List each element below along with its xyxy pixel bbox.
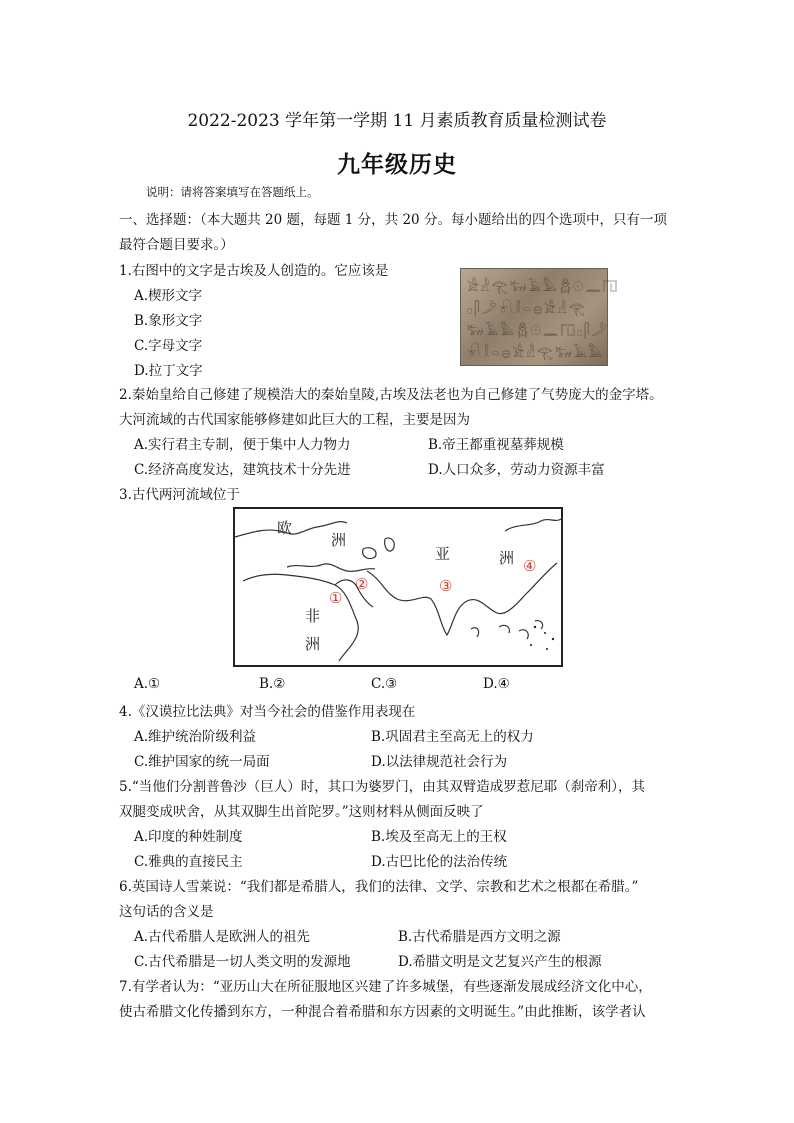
hieroglyph-row: 𓀀𓁐𓂀𓃒𓄿𓅓𓆣𓇳𓈖𓉔 [467, 280, 620, 295]
q2-option-d: D.人口众多，劳动力资源丰富 [428, 462, 605, 478]
q2-option-b: B.帝王都重视墓葬规模 [428, 437, 564, 453]
q5-option-d: D.古巴比伦的法治传统 [371, 854, 508, 870]
q3-option-b: B.② [259, 676, 286, 692]
caspian-sea [385, 538, 395, 551]
q5-option-b: B.埃及至高无上的王权 [371, 829, 507, 845]
q1-stem: 1.右图中的文字是古埃及人创造的。它应该是 [119, 263, 389, 279]
q2-stem-line1: 2.秦始皇给自己修建了规模浩大的秦始皇陵,古埃及法老也为自己修建了气势庞大的金字塔。 [119, 387, 663, 403]
q5-stem-line2: 双腿变成吠舍，从其双脚生出首陀罗。”这则材料从侧面反映了 [119, 804, 484, 820]
map-marker-1: ① [329, 589, 343, 607]
q2-option-a: A.实行君主专制，便于集中人力物力 [134, 437, 351, 453]
q2-option-c: C.经济高度发达，建筑技术十分先进 [134, 462, 351, 478]
map-marker-3: ③ [439, 577, 453, 595]
q1-option-c: C.字母文字 [134, 338, 203, 354]
q6-option-d: D.希腊文明是文艺复兴产生的根源 [398, 954, 602, 970]
map-label-europe-1: 欧 [277, 519, 293, 537]
q3-option-c: C.③ [371, 676, 398, 692]
q3-option-d: D.④ [483, 676, 510, 692]
q1-option-b: B.象形文字 [134, 313, 203, 329]
q6-option-c: C.古代希腊是一切人类文明的发源地 [134, 954, 351, 970]
instruction-note: 说明：请将答案填写在答题纸上。 [146, 185, 319, 199]
q6-option-a: A.古代希腊人是欧洲人的祖先 [134, 929, 311, 945]
q4-option-c: C.维护国家的统一局面 [134, 754, 270, 770]
islands [499, 621, 543, 639]
q3-option-a: A.① [134, 676, 161, 692]
q5-option-c: C.雅典的直接民主 [134, 854, 243, 870]
q7-stem-line1: 7.有学者认为：“亚历山大在所征服地区兴建了许多城堡，有些逐渐发展成经济文化中心， [119, 979, 652, 995]
map-marker-2: ② [355, 575, 369, 593]
q5-stem-line1: 5.“当他们分割普鲁沙（巨人）时，其口为婆罗门，由其双臂造成罗惹尼耶（刹帝利），其 [119, 779, 646, 795]
q6-option-b: B.古代希腊是西方文明之源 [398, 929, 561, 945]
asia-north-coast [505, 519, 561, 531]
q4-stem: 4.《汉谟拉比法典》对当今社会的借鉴作用表现在 [119, 704, 416, 720]
africa-coast [243, 574, 358, 661]
map-label-africa-2: 洲 [305, 635, 321, 653]
q1-option-a: A.楔形文字 [134, 288, 203, 304]
q6-stem-line2: 这句话的含义是 [119, 904, 214, 920]
map-marker-4: ④ [523, 557, 537, 575]
exam-subtitle: 九年级历史 [337, 151, 457, 178]
black-sea [363, 548, 376, 559]
q6-stem-line1: 6.英国诗人雪莱说：“我们都是希腊人，我们的法律、文学、宗教和艺术之根都在希腊。” [119, 879, 639, 895]
map-label-africa-1: 非 [305, 607, 321, 625]
q3-stem: 3.古代两河流域位于 [119, 487, 240, 503]
world-map [233, 507, 563, 667]
map-label-europe-2: 洲 [331, 531, 347, 549]
sri-lanka [471, 628, 479, 637]
map-label-asia-1: 亚 [435, 545, 451, 563]
q1-option-d: D.拉丁文字 [134, 363, 203, 379]
hieroglyph-photo [460, 268, 620, 366]
mediterranean-coast [287, 564, 375, 572]
q4-option-a: A.维护统治阶级利益 [134, 729, 257, 745]
map-label-asia-2: 洲 [499, 549, 515, 567]
section-heading-line1: 一、选择题：（本大题共 20 题，每题 1 分，共 20 分。每小题给出的四个选项中，只有一项 [119, 212, 667, 228]
q2-stem-line2: 大河流域的古代国家能够修建如此巨大的工程，主要是因为 [119, 412, 470, 428]
q4-option-b: B.巩固君主至高无上的权力 [371, 729, 534, 745]
hieroglyph-row: 𓊪𓋴𓌳𓍯𓎛𓏏𓐍𓀀𓁐𓂀 [467, 302, 587, 317]
q7-stem-line2: 使古希腊文化传播到东方，一种混合着希腊和东方因素的文明诞生。”由此推断，该学者认 [119, 1004, 646, 1020]
q4-option-d: D.以法律规范社会行为 [371, 754, 508, 770]
section-heading-line2: 最符合题目要求。） [119, 237, 234, 253]
hieroglyph-row: 𓍯𓎛𓏏𓐍𓀀𓁐𓂀𓃒𓄿𓅓 [467, 346, 605, 361]
q5-option-a: A.印度的种姓制度 [134, 829, 243, 845]
exam-title: 2022-2023 学年第一学期 11 月素质教育质量检测试卷 [187, 111, 607, 131]
hieroglyph-row: 𓃒𓄿𓅓𓆣𓇳𓈖𓉔𓊪𓋴𓌳 [467, 324, 609, 339]
